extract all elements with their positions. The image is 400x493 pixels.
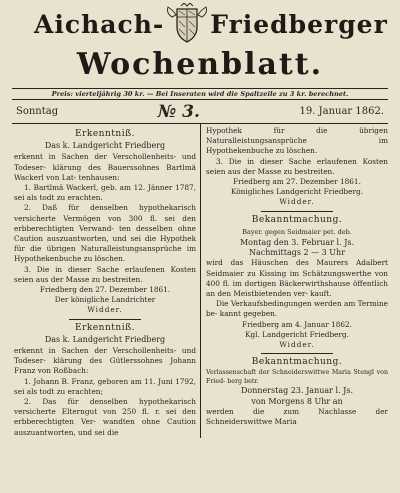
coat-of-arms-icon bbox=[164, 2, 210, 46]
divider bbox=[69, 319, 142, 320]
notice3-date: Friedberg am 4. Januar 1862. bbox=[242, 319, 352, 329]
notice1-signature: Widder. bbox=[87, 305, 123, 315]
issue-row bbox=[12, 100, 388, 124]
notice1-item3: 3. Die in dieser Sache erlaufenen Kosten seien aus der Masse zu bestreiten. bbox=[14, 264, 196, 284]
notice1-court-signoff: Der königliche Landrichter bbox=[54, 295, 156, 305]
notice3-court: Kgl. Landgericht Friedberg. bbox=[245, 329, 349, 339]
issue-date: 19. Januar 1862. bbox=[299, 106, 384, 117]
notice3-body2: Die Verkaufsbedingungen werden am Termine be- kannt gegeben. bbox=[206, 299, 388, 319]
notice3-time-line: Nachmittags 2 — 3 Uhr bbox=[248, 248, 346, 258]
notice1-item2: 2. Daß für denselben hypothekarisch versicherte Vermögen von 300 fl. sei den erbberechtigten Verwand- ten desselben ohne Caution auszuantworten, und sei die Hypothek für die übrigen Naturalleistungsansprüche im Hypothekenbuche zu löschen. bbox=[14, 203, 196, 264]
notice3-heading: Bekanntmachung. bbox=[251, 214, 343, 225]
price-line: Preis: vierteljährig 30 kr. — Bei Inseraten wird die Spaltzeile zu 3 kr. berechnet. bbox=[12, 88, 388, 100]
notice1-body: erkennt in Sachen der Verschollenheits- und Todeser- klärung des Bauerssohnes Bartlmä Wackerl von Lat- tenhausen: bbox=[14, 152, 196, 182]
notice4-subject: Verlassenschaft der Schneiderswittwe Maria Stengl von Fried- berg betr. bbox=[206, 369, 388, 385]
notice3-subject: Bayer. gegen Seidmaier pet. deb. bbox=[242, 227, 352, 236]
columns bbox=[12, 124, 388, 438]
notice3-signature: Widder. bbox=[279, 340, 315, 350]
notice2-court: Das k. Landgericht Friedberg bbox=[44, 334, 166, 344]
newspaper-title: Wochenblatt. bbox=[76, 47, 324, 82]
divider bbox=[261, 211, 334, 212]
left-column bbox=[12, 124, 200, 438]
notice2-body: erkennt in Sachen der Verschollenheits- und Todeser- klärung des Gütlerssohnes Johann Franz von Roßbach: bbox=[14, 346, 196, 376]
notice1-heading: Erkenntniß. bbox=[75, 129, 135, 139]
notice2-heading: Erkenntniß. bbox=[75, 322, 135, 333]
title-left: Aichach- bbox=[34, 9, 165, 39]
notice1-date: Friedberg den 27. Dezember 1861. bbox=[39, 285, 171, 295]
divider bbox=[261, 353, 334, 354]
notice4-time-line: von Morgens 8 Uhr an bbox=[251, 396, 343, 406]
notice1-cont-court: Königliches Landgericht Friedberg. bbox=[231, 187, 363, 197]
issue-number: № 3. bbox=[157, 101, 200, 122]
title-right: Friedberger bbox=[210, 9, 388, 39]
notice2-item2: 2. Das für denselben hypothekarisch versicherte Elterngut von 250 fl. r. sei den erbberechtigten Ver- wandten ohne Caution auszuantworten, und sei die bbox=[14, 397, 196, 437]
notice4-date-line: Donnerstag 23. Januar l. Js. bbox=[240, 386, 354, 396]
notice1-cont-date: Friedberg am 27. Dezember 1861. bbox=[233, 177, 361, 187]
notice1-cont-item3: 3. Die in dieser Sache erlaufenen Kosten seien aus der Masse zu bestreiten. bbox=[206, 156, 388, 176]
notice1-item1: 1. Bartlmä Wackerl, geb. am 12. Jänner 1787, sei als todt zu erachten. bbox=[14, 183, 196, 203]
notice1-cont-signature: Widder. bbox=[279, 197, 315, 207]
right-column bbox=[200, 124, 388, 438]
notice2-item1: 1. Johann B. Franz, geboren am 11. Juni 1792, sei als todt zu erachten; bbox=[14, 376, 196, 396]
title-row bbox=[12, 2, 388, 46]
notice3-body: wird das Häuschen des Maurers Adalbert Seidmaier zu Kissing im Schätzungswerthe von 400 fl. im dortigen Bäckerwirthshause öffentlich an den Meistbietenden ver- kauft. bbox=[206, 258, 388, 299]
notice4-heading: Bekanntmachung. bbox=[251, 357, 343, 368]
masthead bbox=[12, 0, 388, 88]
issue-day: Sonntag bbox=[16, 106, 59, 117]
notice1-court: Das k. Landgericht Friedberg bbox=[44, 141, 166, 151]
notice3-date-line: Montag den 3. Februar l. Js. bbox=[239, 238, 355, 248]
notice4-body: werden die zum Nachlasse der Schneiderswittwe Maria bbox=[206, 406, 388, 427]
notice1-continued: Hypothek für die übrigen Naturalleistungsansprüche im Hypothekenbuche zu löschen. bbox=[206, 126, 388, 156]
